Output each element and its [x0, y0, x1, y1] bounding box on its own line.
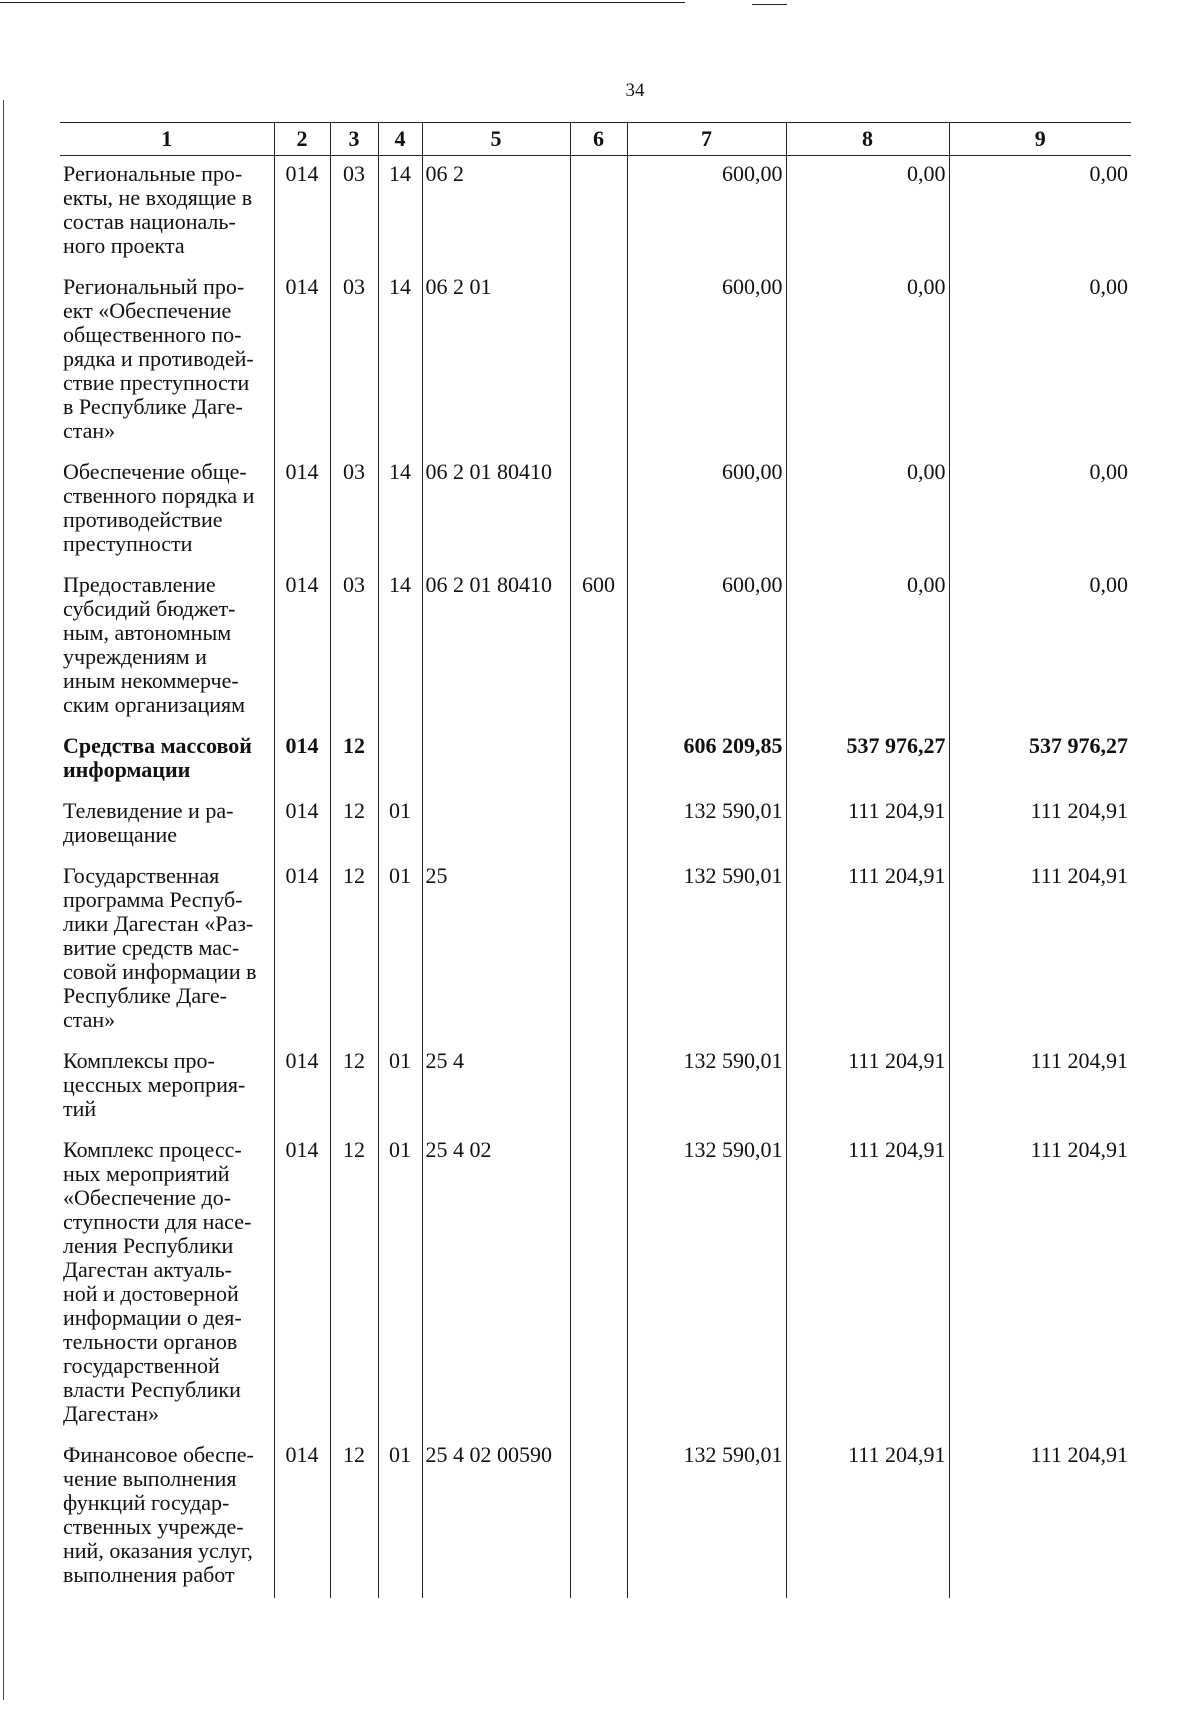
cell-amount-col9: 111 204,91 — [949, 1043, 1131, 1132]
cell-amount-col9: 0,00 — [949, 454, 1131, 567]
column-header: 4 — [378, 123, 422, 156]
cell-code-ministry: 014 — [274, 858, 330, 1043]
top-rule-mark — [752, 4, 787, 5]
row-name-cell: Комплексы про- цессных мероприя- тий — [60, 1043, 274, 1132]
cell-code-subsection: 01 — [378, 1437, 422, 1598]
row-name-cell: Обеспечение обще- ственного порядка и противодействие преступности — [60, 454, 274, 567]
cell-code-expense-type: 600 — [570, 567, 627, 728]
page-number: 34 — [625, 80, 645, 101]
column-header: 3 — [330, 123, 378, 156]
cell-amount-col9: 0,00 — [949, 156, 1131, 270]
cell-amount-col9: 0,00 — [949, 567, 1131, 728]
cell-code-expense-type — [570, 269, 627, 454]
cell-code-expense-type — [570, 1437, 627, 1598]
cell-amount-col7: 132 590,01 — [627, 858, 786, 1043]
table-row — [60, 156, 1131, 270]
table-header-row — [60, 123, 1131, 156]
table-row — [60, 793, 1131, 858]
cell-amount-col9: 0,00 — [949, 269, 1131, 454]
cell-amount-col7: 132 590,01 — [627, 1132, 786, 1437]
cell-code-subsection: 14 — [378, 567, 422, 728]
cell-code-expense-type — [570, 1132, 627, 1437]
cell-code-section: 03 — [330, 567, 378, 728]
cell-amount-col7: 132 590,01 — [627, 1043, 786, 1132]
cell-code-expense-type — [570, 858, 627, 1043]
cell-code-target: 06 2 01 — [422, 269, 570, 454]
cell-code-expense-type — [570, 728, 627, 793]
row-name-cell: Телевидение и ра- диовещание — [60, 793, 274, 858]
cell-amount-col8: 0,00 — [786, 567, 949, 728]
cell-code-target — [422, 793, 570, 858]
table-row — [60, 858, 1131, 1043]
cell-amount-col8: 111 204,91 — [786, 1132, 949, 1437]
cell-code-target: 06 2 01 80410 — [422, 567, 570, 728]
cell-code-target: 25 4 02 — [422, 1132, 570, 1437]
table-row — [60, 728, 1131, 793]
table-row — [60, 269, 1131, 454]
cell-code-target: 06 2 01 80410 — [422, 454, 570, 567]
cell-amount-col8: 0,00 — [786, 156, 949, 270]
cell-code-expense-type — [570, 1043, 627, 1132]
cell-amount-col8: 111 204,91 — [786, 1043, 949, 1132]
cell-amount-col9: 111 204,91 — [949, 1132, 1131, 1437]
cell-code-subsection: 01 — [378, 858, 422, 1043]
cell-amount-col9: 111 204,91 — [949, 793, 1131, 858]
column-header: 7 — [627, 123, 786, 156]
cell-code-ministry: 014 — [274, 1132, 330, 1437]
cell-amount-col8: 0,00 — [786, 454, 949, 567]
column-header: 1 — [60, 123, 274, 156]
cell-code-ministry: 014 — [274, 728, 330, 793]
cell-code-ministry: 014 — [274, 156, 330, 270]
table-row — [60, 1437, 1131, 1598]
column-header: 9 — [949, 123, 1131, 156]
cell-code-ministry: 014 — [274, 269, 330, 454]
cell-code-expense-type — [570, 156, 627, 270]
cell-amount-col8: 111 204,91 — [786, 858, 949, 1043]
column-header: 6 — [570, 123, 627, 156]
cell-code-ministry: 014 — [274, 567, 330, 728]
cell-code-section: 03 — [330, 156, 378, 270]
cell-code-target: 06 2 — [422, 156, 570, 270]
cell-code-ministry: 014 — [274, 1437, 330, 1598]
cell-code-target: 25 4 02 00590 — [422, 1437, 570, 1598]
row-name-cell: Региональные про- екты, не входящие в состав националь- ного проекта — [60, 156, 274, 270]
cell-amount-col7: 600,00 — [627, 567, 786, 728]
table-row — [60, 1132, 1131, 1437]
cell-amount-col9: 111 204,91 — [949, 858, 1131, 1043]
cell-code-subsection — [378, 728, 422, 793]
cell-amount-col7: 132 590,01 — [627, 793, 786, 858]
table-row — [60, 1043, 1131, 1132]
cell-amount-col8: 537 976,27 — [786, 728, 949, 793]
column-header: 5 — [422, 123, 570, 156]
cell-code-target: 25 4 — [422, 1043, 570, 1132]
cell-code-subsection: 01 — [378, 793, 422, 858]
cell-code-section: 12 — [330, 728, 378, 793]
left-margin-rule — [3, 100, 4, 1700]
cell-code-subsection: 01 — [378, 1132, 422, 1437]
cell-amount-col8: 111 204,91 — [786, 793, 949, 858]
budget-table — [60, 122, 1131, 1598]
column-header: 8 — [786, 123, 949, 156]
cell-amount-col7: 600,00 — [627, 156, 786, 270]
column-header: 2 — [274, 123, 330, 156]
cell-amount-col8: 0,00 — [786, 269, 949, 454]
cell-amount-col7: 606 209,85 — [627, 728, 786, 793]
table-row — [60, 454, 1131, 567]
row-name-cell: Предоставление субсидий бюджет- ным, автономным учреждениям и иным некоммерче- ским организациям — [60, 567, 274, 728]
cell-code-section: 03 — [330, 269, 378, 454]
row-name-cell: Средства массовой информации — [60, 728, 274, 793]
cell-amount-col9: 537 976,27 — [949, 728, 1131, 793]
cell-code-ministry: 014 — [274, 454, 330, 567]
row-name-cell: Государственная программа Респуб- лики Дагестан «Раз- витие средств мас- совой информации в Республике Даге- стан» — [60, 858, 274, 1043]
cell-code-target — [422, 728, 570, 793]
cell-amount-col7: 600,00 — [627, 454, 786, 567]
cell-amount-col7: 132 590,01 — [627, 1437, 786, 1598]
cell-code-subsection: 14 — [378, 269, 422, 454]
cell-code-expense-type — [570, 793, 627, 858]
table-row — [60, 567, 1131, 728]
row-name-cell: Комплекс процесс- ных мероприятий «Обеспечение до- ступности для насе- ления Республики Дагестан актуаль- ной и достоверной информации о дея- тельности органов государственной власти Республики Дагестан» — [60, 1132, 274, 1437]
cell-code-ministry: 014 — [274, 793, 330, 858]
cell-amount-col7: 600,00 — [627, 269, 786, 454]
cell-code-expense-type — [570, 454, 627, 567]
cell-amount-col8: 111 204,91 — [786, 1437, 949, 1598]
top-rule — [0, 2, 685, 3]
row-name-cell: Финансовое обеспе- чение выполнения функций государ- ственных учрежде- ний, оказания услуг, выполнения работ — [60, 1437, 274, 1598]
cell-code-subsection: 14 — [378, 156, 422, 270]
cell-amount-col9: 111 204,91 — [949, 1437, 1131, 1598]
cell-code-target: 25 — [422, 858, 570, 1043]
cell-code-section: 03 — [330, 454, 378, 567]
cell-code-section: 12 — [330, 1043, 378, 1132]
cell-code-section: 12 — [330, 1132, 378, 1437]
cell-code-subsection: 14 — [378, 454, 422, 567]
row-name-cell: Региональный про- ект «Обеспечение общественного по- рядка и противодей- ствие преступности в Республике Даге- стан» — [60, 269, 274, 454]
cell-code-section: 12 — [330, 793, 378, 858]
cell-code-section: 12 — [330, 1437, 378, 1598]
cell-code-ministry: 014 — [274, 1043, 330, 1132]
cell-code-subsection: 01 — [378, 1043, 422, 1132]
cell-code-section: 12 — [330, 858, 378, 1043]
